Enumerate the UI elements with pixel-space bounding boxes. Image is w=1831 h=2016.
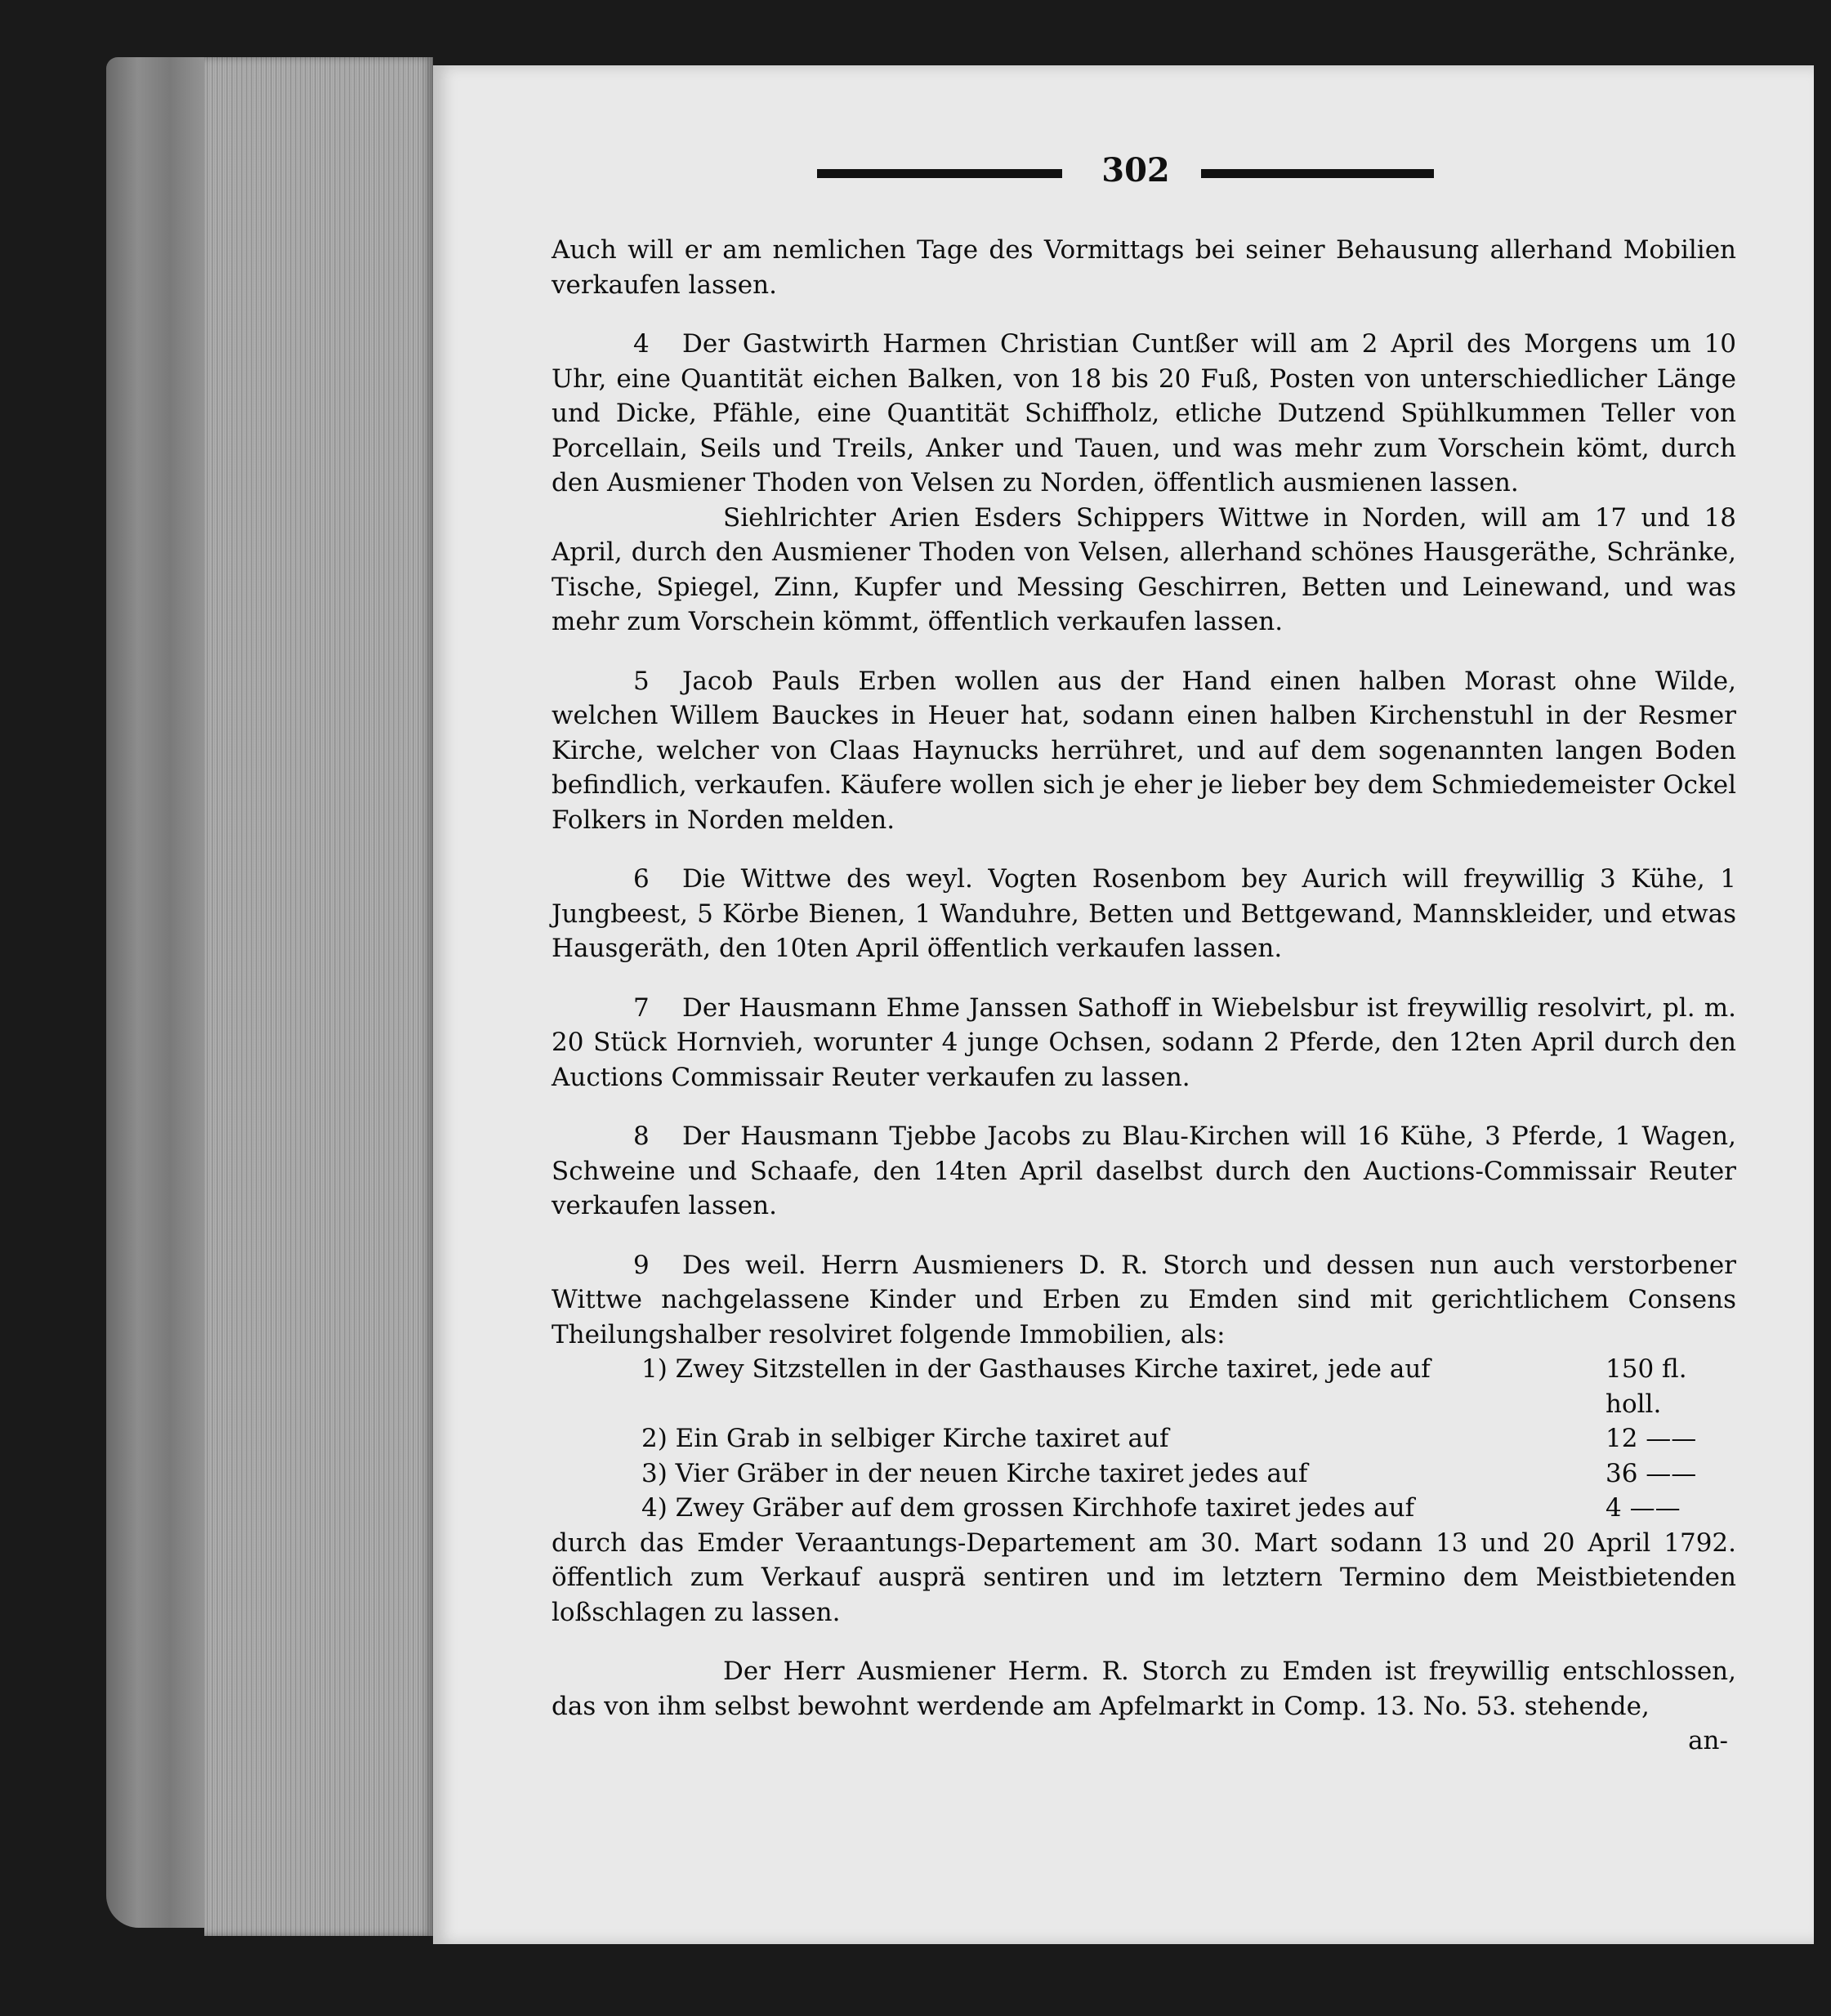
list-item: 2) Ein Grab in selbiger Kirche taxiret auf 12 ——	[552, 1421, 1736, 1456]
item-amount: 36 ——	[1605, 1458, 1697, 1488]
entry-7	[552, 991, 1736, 1095]
entry-paragraph: 9 Des weil. Herrn Ausmieners D. R. Storch und dessen nun auch verstorbener Wittwe nachgelassene Kinder und Erben zu Emden sind mit gerichtlichem Consens Theilungshalber resolviret folgende Immobilien, als:	[552, 1248, 1736, 1353]
page-edges	[204, 57, 433, 1936]
list-item: 3) Vier Gräber in der neuen Kirche taxiret jedes auf 36 ——	[552, 1456, 1736, 1492]
catchword: an-	[1688, 1726, 1728, 1755]
entry-paragraph: Siehlrichter Arien Esders Schippers Wittwe in Norden, will am 17 und 18 April, durch den Ausmiener Thoden von Velsen, allerhand schönes Hausgeräthe, Schränke, Tische, Spiegel, Zinn, Kupfer und Messing Geschirren, Betten und Leinewand, und was mehr zum Vorschein kömmt, öffentlich verkaufen lassen.	[552, 502, 1736, 636]
entry-number: 7	[633, 992, 650, 1023]
header-rule-right	[1201, 169, 1434, 178]
list-item: 1) Zwey Sitzstellen in der Gasthauses Kirche taxiret, jede auf 150 fl. holl.	[552, 1352, 1736, 1421]
entry-paragraph: 7 Der Hausmann Ehme Janssen Sathoff in Wiebelsbur ist freywillig resolvirt, pl. m. 20 Stück Hornvieh, worunter 4 junge Ochsen, sodann 2 Pferde, den 12ten April durch den Auctions Commissair Reuter verkaufen zu lassen.	[552, 991, 1736, 1095]
page-number: 302	[1101, 151, 1170, 190]
entry-number: 9	[633, 1250, 650, 1280]
entry-paragraph: 8 Der Hausmann Tjebbe Jacobs zu Blau-Kirchen will 16 Kühe, 3 Pferde, 1 Wagen, Schweine und Schaafe, den 14ten April daselbst durch den Auctions-Commissair Reuter verkaufen lassen.	[552, 1119, 1736, 1224]
item-amount: 150 fl. holl.	[1605, 1354, 1687, 1419]
entry-number: 4	[633, 329, 650, 359]
entry-number: 6	[633, 864, 650, 894]
book-cover-edge	[106, 57, 212, 1928]
entry-6	[552, 862, 1736, 966]
final-paragraph: Der Herr Ausmiener Herm. R. Storch zu Emden ist freywillig entschlossen, das von ihm selbst bewohnt werdende am Apfelmarkt in Comp. 13. No. 53. stehende,	[552, 1657, 1736, 1721]
page-body	[552, 233, 1736, 1759]
item-amount: 12 ——	[1605, 1424, 1697, 1453]
item-amount: 4 ——	[1605, 1493, 1681, 1523]
header-rule-left	[817, 169, 1062, 178]
entry-number: 8	[633, 1122, 650, 1151]
entry-5	[552, 664, 1736, 838]
list-item: 4) Zwey Gräber auf dem grossen Kirchhofe taxiret jedes auf 4 ——	[552, 1491, 1736, 1526]
page-header	[817, 151, 1438, 200]
entry-number: 5	[633, 666, 650, 696]
entry-paragraph: 4 Der Gastwirth Harmen Christian Cuntßer will am 2 April des Morgens um 10 Uhr, eine Quantität eichen Balken, von 18 bis 20 Fuß, Posten von unterschiedlicher Länge und Dicke, Pfähle, eine Quantität Schiffholz, etliche Dutzend Spühlkummen Teller von Porcellain, Seils und Treils, Anker und Tauen, und was mehr zum Vorschein kömt, durch den Ausmiener Thoden von Velsen zu Norden, öffentlich ausmienen lassen.	[552, 327, 1736, 501]
entry-8	[552, 1119, 1736, 1224]
entry-4	[552, 327, 1736, 640]
entry-9	[552, 1248, 1736, 1630]
entry-paragraph: durch das Emder Veraantungs-Departement am 30. Mart sodann 13 und 20 April 1792. öffentlich zum Verkauf ausprä sentiren und im letztern Termino dem Meistbietenden loßschlagen zu lassen.	[552, 1528, 1736, 1627]
entry-paragraph: 5 Jacob Pauls Erben wollen aus der Hand einen halben Morast ohne Wilde, welchen Willem Bauckes in Heuer hat, sodann einen halben Kirchenstuhl in der Resmer Kirche, welcher von Claas Haynucks herrühret, und auf dem sogenannten langen Boden befindlich, verkaufen. Käufere wollen sich je eher je lieber bey dem Schmiedemeister Ockel Folkers in Norden melden.	[552, 664, 1736, 838]
entry-paragraph: 6 Die Wittwe des weyl. Vogten Rosenbom bey Aurich will freywillig 3 Kühe, 1 Jungbeest, 5 Körbe Bienen, 1 Wanduhre, Betten und Bettgewand, Mannskleider, und etwas Hausgeräth, den 10ten April öffentlich verkaufen lassen.	[552, 862, 1736, 966]
intro-paragraph: Auch will er am nemlichen Tage des Vormittags bei seiner Behausung allerhand Mobilien verkaufen lassen.	[552, 235, 1736, 300]
property-list	[552, 1352, 1736, 1526]
